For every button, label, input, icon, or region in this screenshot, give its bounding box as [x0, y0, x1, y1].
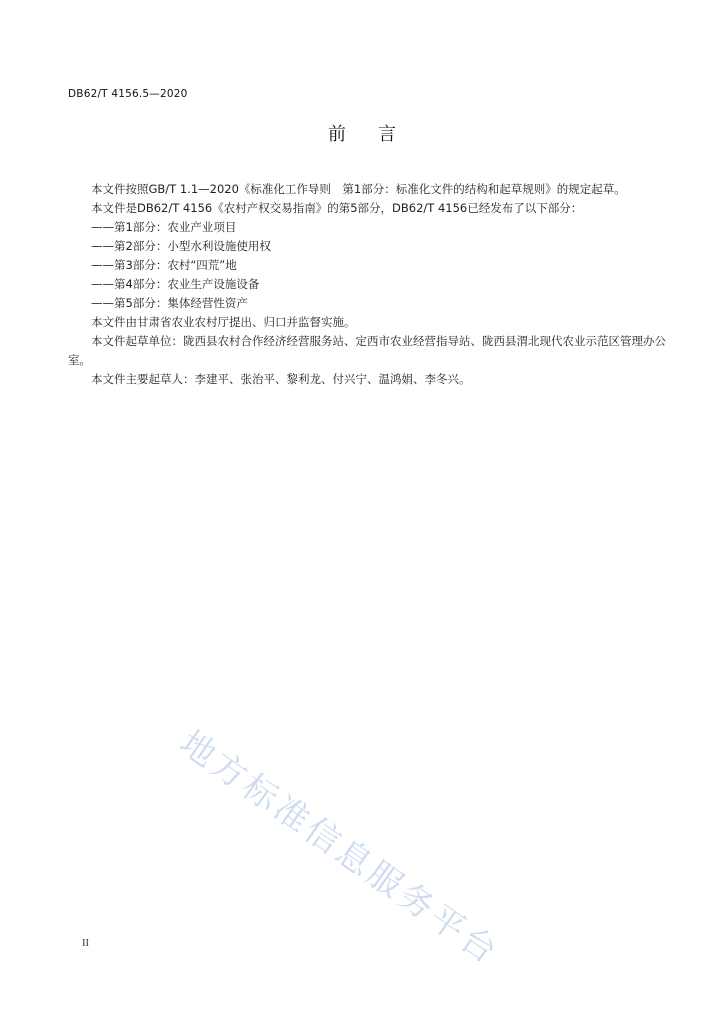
document-code: DB62/T 4156.5—2020 [68, 88, 188, 100]
paragraph-drafters: 本文件主要起草人：李建平、张治平、黎利龙、付兴宁、温鸿娟、李冬兴。 [91, 372, 471, 386]
page-title: 前言 [328, 124, 428, 145]
document-body [68, 180, 666, 389]
paragraph-drafting-basis: 本文件按照GB/T 1.1—2020《标准化工作导则 第1部分：标准化文件的结构和起草规则》的规定起草。 [91, 182, 626, 196]
list-item-part-4: ——第4部分：农业生产设施设备 [91, 277, 260, 291]
list-item-part-2: ——第2部分：小型水利设施使用权 [91, 239, 271, 253]
list-item-part-3: ——第3部分：农村“四荒”地 [91, 258, 237, 272]
paragraph-series-intro: 本文件是DB62/T 4156《农村产权交易指南》的第5部分，DB62/T 4156已经发布了以下部分： [91, 201, 583, 215]
paragraph-proposer: 本文件由甘肃省农业农村厅提出、归口并监督实施。 [91, 315, 356, 329]
page-number: II [82, 938, 89, 949]
paragraph-drafting-units: 本文件起草单位：陇西县农村合作经济经营服务站、定西市农业经营指导站、陇西县渭北现代农业示范区管理办公室。 [68, 334, 666, 367]
list-item-part-1: ——第1部分：农业产业项目 [91, 220, 237, 234]
list-item-part-5: ——第5部分：集体经营性资产 [91, 296, 248, 310]
watermark: 地方标准信息服务平台 [172, 722, 507, 974]
